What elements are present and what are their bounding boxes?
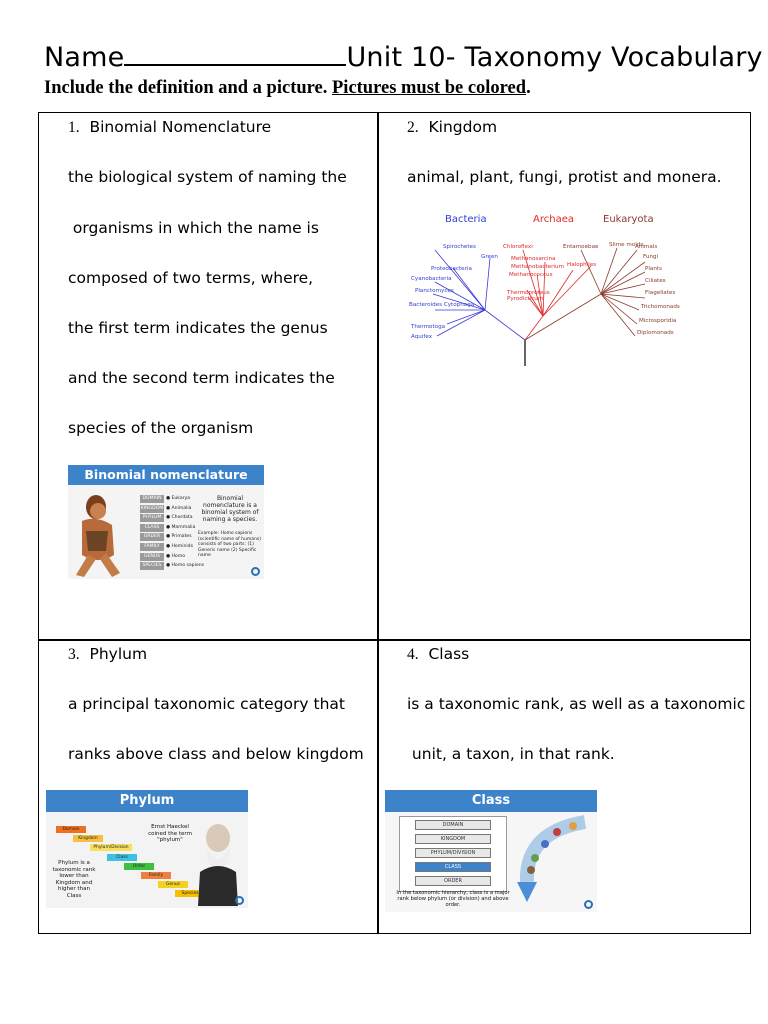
rank-name: ORDER: [140, 533, 164, 541]
name-blank[interactable]: [124, 42, 346, 66]
tree-group-label: Proteobacteria: [431, 266, 472, 272]
rank-example: ● Animalia: [166, 505, 192, 511]
binomial-example: Example: Homo sapiens (scientific name of humans) consists of two parts: (1) Generic name (2) Specific name: [198, 531, 261, 558]
phylum-step: Phylum/Division: [90, 844, 132, 851]
rank-name: PHYLUM: [140, 514, 164, 522]
rank-example: ● Homo sapiens: [166, 563, 205, 569]
table-divider-vertical: [377, 112, 379, 934]
rank-row: [140, 543, 193, 551]
rank-row: [140, 562, 204, 570]
definition-line: composed of two terms, where,: [68, 269, 314, 287]
tree-group-label: Thermotoga: [411, 324, 446, 330]
rank-example: ● Hominids: [166, 544, 193, 549]
tree-group-label: Ciliates: [645, 278, 666, 284]
rank-row: [140, 533, 192, 541]
phylogenetic-tree-image: [405, 210, 695, 370]
tree-group-label: Aquifex: [411, 334, 433, 340]
term-heading: [407, 645, 469, 664]
tree-group-label: Spirochetes: [443, 244, 476, 250]
haeckel-portrait: [192, 816, 242, 906]
term-number: 2.: [407, 119, 419, 136]
logo-icon: [235, 896, 244, 905]
name-label: Name: [44, 42, 125, 73]
tree-group-label: Slime molds: [609, 242, 644, 248]
definition-line: animal, plant, fungi, protist and monera.: [407, 168, 722, 186]
tree-group-label: Planctomyces: [415, 288, 454, 294]
term-heading: [68, 118, 271, 137]
definition-line: a principal taxonomic category that: [68, 695, 345, 713]
rank-name: GENUS: [140, 553, 164, 561]
phylum-step: Order: [124, 863, 154, 870]
arc-organisms-graphic: [515, 812, 595, 912]
tree-group-label: Cyanobacteria: [411, 276, 452, 282]
tree-group-label: Microsporidia: [639, 318, 677, 324]
term-number: 4.: [407, 646, 419, 663]
logo-icon: [584, 900, 593, 909]
tree-group-label: Thermoproteus: [507, 290, 550, 296]
tree-group-label: Flagellates: [645, 290, 676, 296]
class-rank: KINGDOM: [415, 834, 491, 844]
rank-row: [140, 524, 195, 532]
rank-example: ● Primates: [166, 534, 192, 540]
tree-group-label: Methanococcus: [509, 272, 553, 278]
binomial-note: Binomial nomenclature is a binomial system of naming a species.: [201, 495, 259, 523]
rank-example: ● Eukarya: [166, 496, 191, 501]
tree-group-label: Trichomonads: [641, 304, 680, 310]
tree-group-label: Methanosarcina: [511, 256, 556, 262]
tree-group-label: Pyrodicticum: [507, 296, 544, 302]
tree-group-label: Fungi: [643, 254, 659, 260]
instructions: [44, 78, 531, 99]
class-rank: CLASS: [415, 862, 491, 872]
haeckel-quote: Ernst Haeckel coined the term "phylum": [148, 824, 192, 843]
table-divider-horizontal: [38, 639, 751, 641]
domain-archaea-label: Archaea: [533, 214, 574, 225]
rank-example: ● Mammalia: [166, 524, 196, 530]
phylum-step: Genus: [158, 881, 188, 888]
tree-group-label: Methanobacterium: [511, 264, 564, 270]
rank-example: ● Chordata: [166, 515, 193, 521]
rank-row: [140, 505, 191, 513]
rank-name: SPECIES: [140, 562, 164, 570]
rank-row: [140, 514, 193, 522]
phylum-image: [46, 790, 248, 908]
binomial-nomenclature-image: [68, 465, 264, 579]
domain-eukaryota-label: Eukaryota: [603, 214, 654, 225]
phylum-note: Phylum is a taxonomic rank lower than Kingdom and higher than Class: [52, 860, 96, 899]
term-number: 3.: [68, 646, 80, 663]
definition-line: and the second term indicates the: [68, 369, 335, 387]
term-name: Binomial Nomenclature: [89, 118, 272, 136]
worksheet-title: [44, 42, 763, 73]
rank-example: ● Homo: [166, 553, 186, 559]
term-heading: [68, 645, 147, 664]
term-name: Class: [428, 645, 470, 663]
tree-group-label: Chloroflexi: [503, 244, 533, 250]
logo-icon: [251, 567, 260, 576]
unit-title: Unit 10- Taxonomy Vocabulary: [346, 42, 763, 73]
term-number: 1.: [68, 119, 80, 136]
definition-line: organisms in which the name is: [68, 219, 319, 237]
domain-bacteria-label: Bacteria: [445, 214, 487, 225]
rank-name: FAMILY: [140, 543, 164, 551]
instructions-period: .: [526, 78, 531, 98]
definition-line: the first term indicates the genus: [68, 319, 328, 337]
class-rank: DOMAIN: [415, 820, 491, 830]
rank-name: DOMAIN: [140, 495, 164, 503]
class-note: In the taxonomic hierarchy, class is a major rank below phylum (or division) and above order.: [396, 890, 510, 908]
class-image: [385, 790, 597, 912]
tree-group-label: Halophiles: [567, 262, 597, 268]
definition-line: is a taxonomic rank, as well as a taxonomic: [407, 695, 746, 713]
tree-group-label: Bacteroides Cytophaga: [409, 302, 475, 308]
definition-line: unit, a taxon, in that rank.: [407, 745, 615, 763]
rank-row: [140, 553, 185, 561]
phylum-step: Family: [141, 872, 171, 879]
class-rank: PHYLUM/DIVISION: [415, 848, 491, 858]
definition-line: ranks above class and below kingdom: [68, 745, 364, 763]
image-banner: Phylum: [46, 790, 248, 812]
phylum-step: Species: [175, 890, 205, 897]
term-heading: [407, 118, 497, 137]
definition-line: the biological system of naming the: [68, 168, 347, 186]
phylum-step: Class: [107, 854, 137, 861]
tree-group-label: Plants: [645, 266, 663, 272]
tree-group-label: Diplomonads: [637, 330, 674, 336]
term-name: Kingdom: [428, 118, 498, 136]
instructions-underlined: Pictures must be colored: [332, 78, 527, 98]
instructions-text: Include the definition and a picture.: [44, 78, 332, 98]
class-rank: ORDER: [415, 876, 491, 886]
image-banner: Binomial nomenclature: [68, 465, 264, 485]
tree-group-label: Green: [481, 254, 498, 260]
phylum-step: Kingdom: [73, 835, 103, 842]
phylum-step: Domain: [56, 826, 86, 833]
rank-name: CLASS: [140, 524, 164, 532]
rank-row: [140, 495, 190, 503]
image-banner: Class: [385, 790, 597, 812]
tree-group-label: Animals: [635, 244, 658, 250]
rank-name: KINGDOM: [140, 505, 164, 511]
term-name: Phylum: [89, 645, 148, 663]
definition-line: species of the organism: [68, 419, 254, 437]
tree-group-label: Entamoebae: [563, 244, 599, 250]
